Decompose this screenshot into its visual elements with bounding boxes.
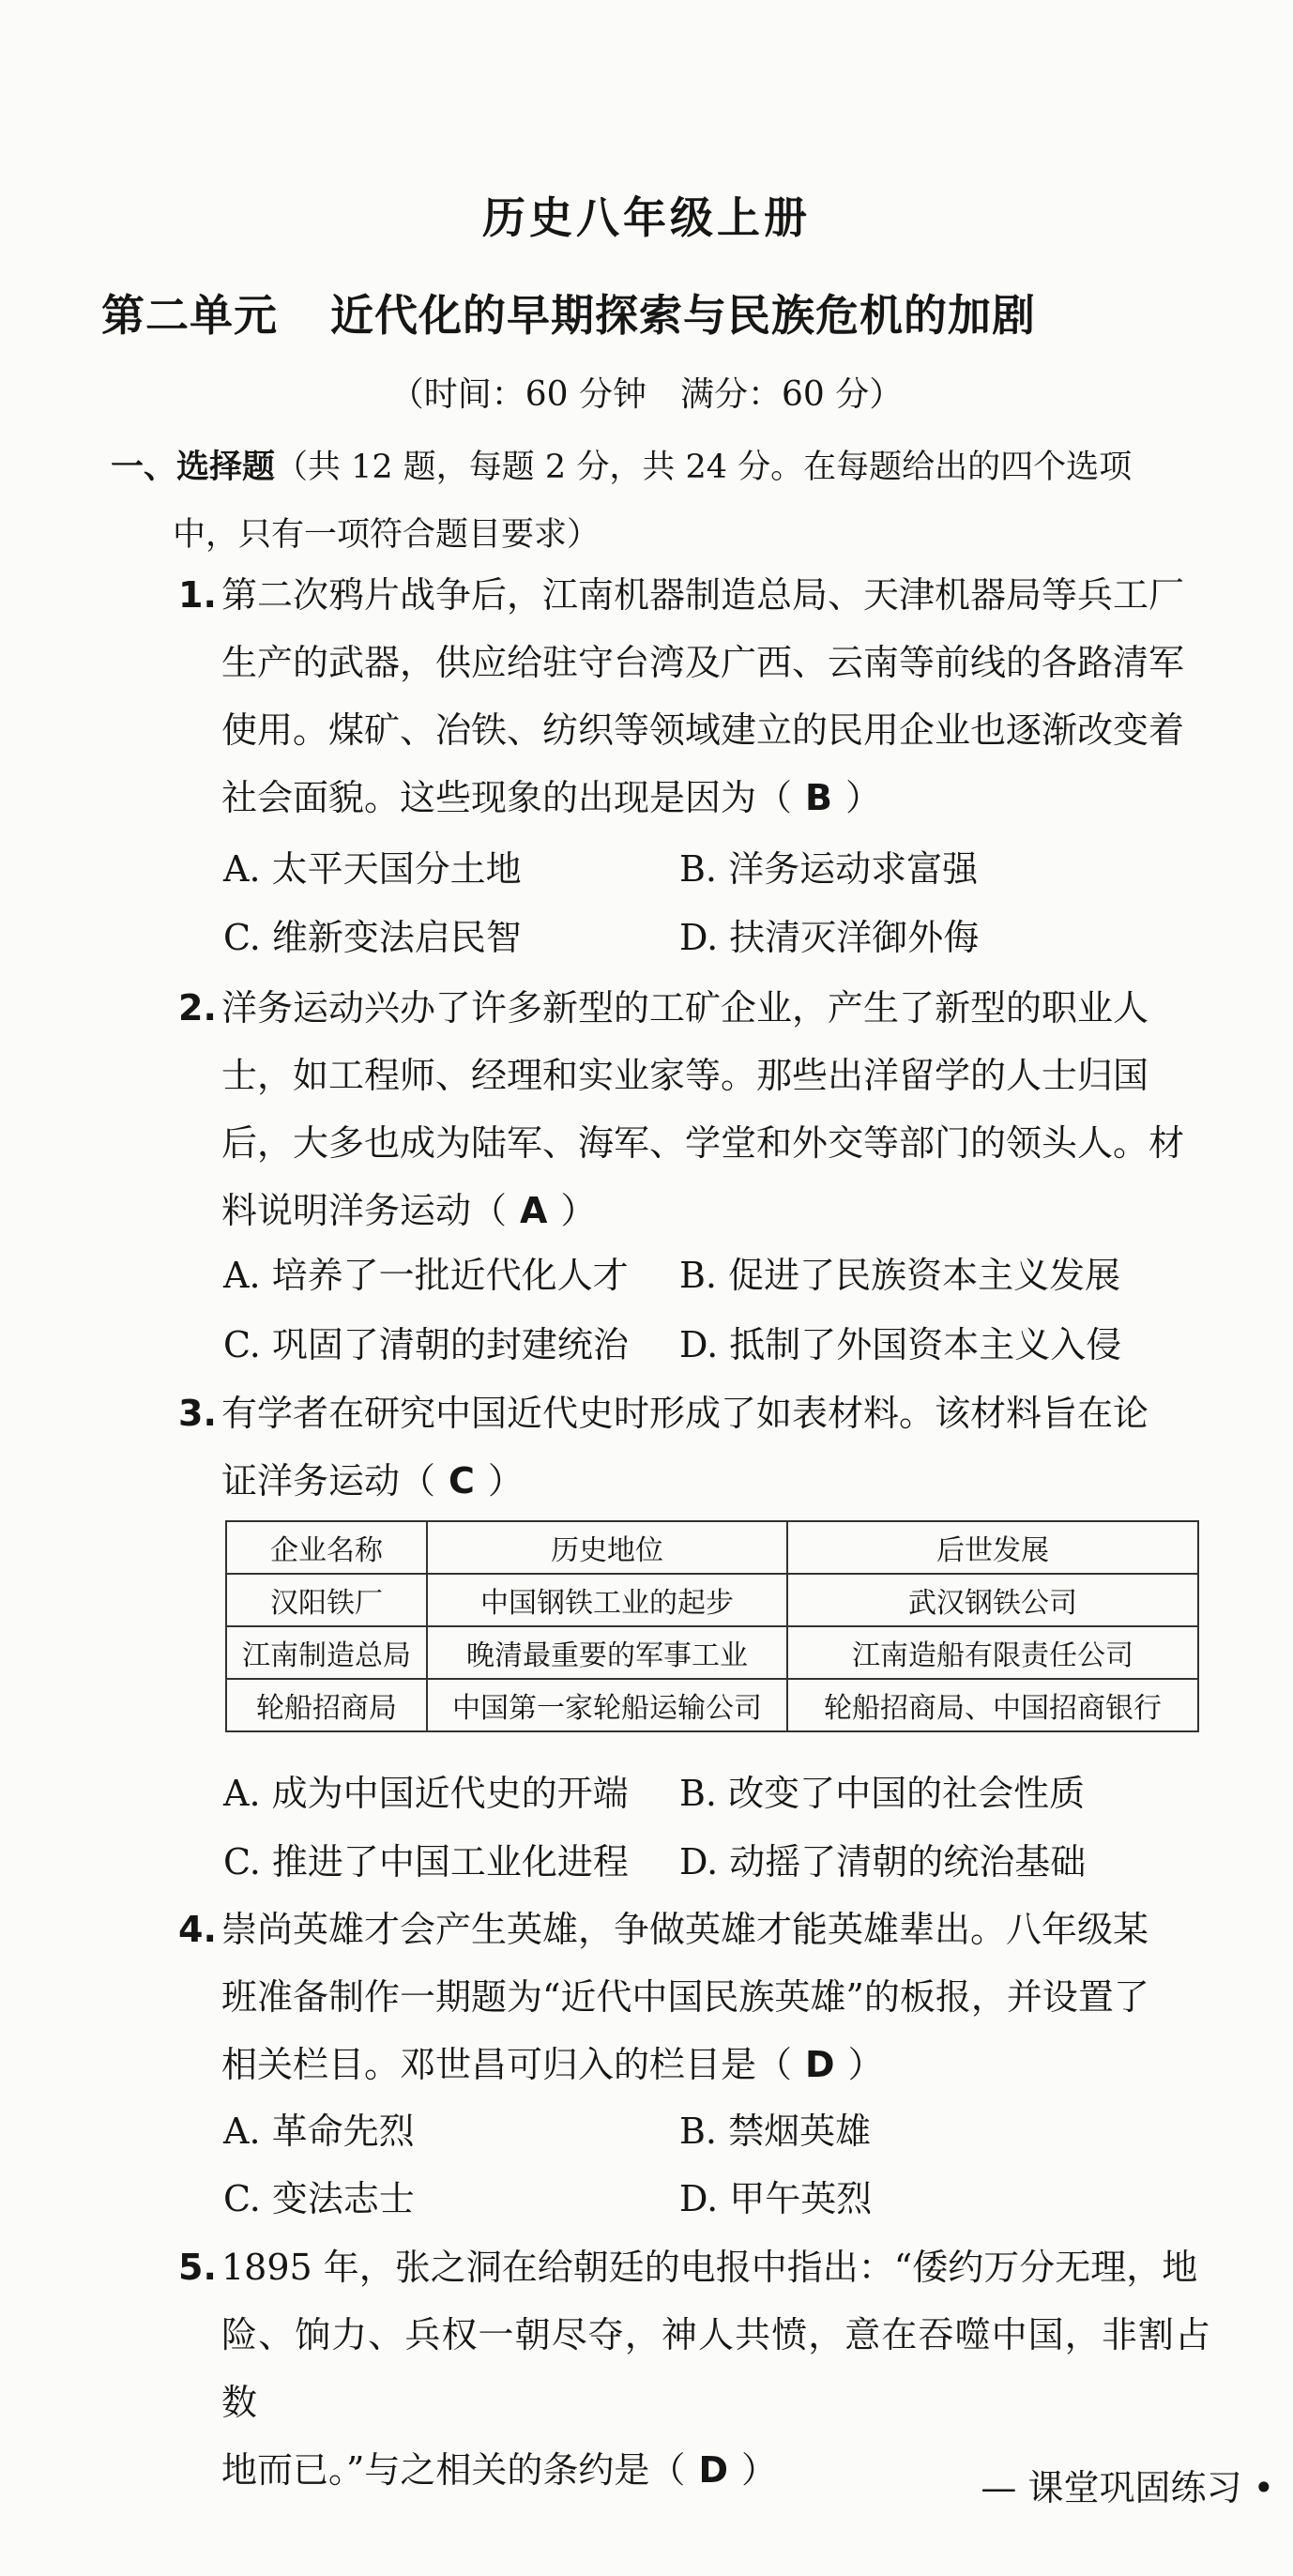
close-paren: ） — [487, 1460, 524, 1501]
question-line: 洋务运动兴办了许多新型的工矿企业，产生了新型的职业人 — [221, 987, 1149, 1029]
question-line: 地而已。”与之相关的条约是（ — [221, 2449, 686, 2491]
question-line: 使用。煤矿、冶铁、纺织等领域建立的民用企业也逐渐改变着 — [221, 709, 1185, 751]
unit-name: 近代化的早期探索与民族危机的加剧 — [330, 290, 1036, 341]
option-a: A. 革命先烈 — [223, 2111, 415, 2152]
answer-mark: D — [698, 2449, 728, 2491]
option-a: A. 培养了一批近代化人才 — [223, 1255, 629, 1296]
table-header: 历史地位 — [427, 1521, 787, 1574]
exam-meta: （时间：60 分钟 满分：60 分） — [389, 375, 904, 414]
question-line: 有学者在研究中国近代史时形成了如表材料。该材料旨在论 — [221, 1393, 1149, 1434]
option-c: C. 巩固了清朝的封建统治 — [223, 1324, 629, 1365]
question-3 — [178, 1379, 1210, 1515]
option-d: D. 抵制了外国资本主义入侵 — [679, 1324, 1122, 1365]
option-b: B. 改变了中国的社会性质 — [679, 1773, 1086, 1814]
question-number: 4. — [178, 1909, 217, 1950]
book-title: 历史八年级上册 — [482, 192, 811, 243]
history-table — [225, 1520, 1199, 1732]
table-cell: 中国第一家轮船运输公司 — [427, 1679, 787, 1731]
question-line: 士，如工程师、经理和实业家等。那些出洋留学的人士归国 — [221, 1055, 1149, 1096]
table-cell: 江南造船有限责任公司 — [787, 1626, 1198, 1679]
question-2 — [178, 974, 1210, 1244]
table-cell: 江南制造总局 — [226, 1626, 427, 1679]
answer-mark: A — [520, 1190, 548, 1231]
table-cell: 中国钢铁工业的起步 — [427, 1574, 787, 1626]
table-cell: 轮船招商局、中国招商银行 — [787, 1679, 1198, 1731]
question-line: 后，大多也成为陆军、海军、学堂和外交等部门的领头人。材 — [221, 1122, 1185, 1164]
table-header: 企业名称 — [226, 1521, 427, 1574]
section-instructions-1: （共 12 题，每题 2 分，共 24 分。在每题给出的四个选项 — [275, 449, 1133, 486]
question-line: 生产的武器，供应给驻守台湾及广西、云南等前线的各路清军 — [221, 642, 1185, 683]
answer-mark: B — [805, 777, 832, 818]
option-c: C. 推进了中国工业化进程 — [223, 1841, 629, 1882]
close-paren: ） — [844, 777, 881, 818]
option-b: B. 禁烟英雄 — [679, 2111, 872, 2152]
table-header-row — [226, 1521, 1198, 1574]
option-c: C. 维新变法启民智 — [223, 917, 522, 958]
question-number: 5. — [178, 2247, 217, 2288]
question-line: 1895 年，张之洞在给朝廷的电报中指出：“倭约万分无理，地 — [221, 2247, 1198, 2288]
table-cell: 武汉钢铁公司 — [787, 1574, 1198, 1626]
question-number: 2. — [178, 987, 217, 1029]
option-b: B. 促进了民族资本主义发展 — [679, 1255, 1121, 1296]
option-a: A. 太平天国分土地 — [223, 848, 522, 890]
section-instructions-2: 中，只有一项符合题目要求） — [173, 516, 601, 554]
section-title: 一、选择题 — [111, 448, 276, 486]
table-cell: 轮船招商局 — [226, 1679, 427, 1731]
section-heading — [111, 434, 1190, 569]
question-line: 险、饷力、兵权一朝尽夺，神人共愤，意在吞噬中国，非割占数 — [221, 2314, 1210, 2423]
table-header: 后世发展 — [787, 1521, 1198, 1574]
table-cell: 汉阳铁厂 — [226, 1574, 427, 1626]
table-row — [226, 1574, 1198, 1626]
option-a: A. 成为中国近代史的开端 — [223, 1773, 629, 1814]
question-line: 第二次鸦片战争后，江南机器制造总局、天津机器局等兵工厂 — [221, 574, 1185, 616]
unit-title — [101, 282, 1036, 343]
question-line: 相关栏目。邓世昌可归入的栏目是（ — [221, 2044, 793, 2085]
answer-mark: D — [805, 2044, 835, 2085]
close-paren: ） — [847, 2044, 884, 2085]
unit-label: 第二单元 — [101, 290, 278, 341]
close-paren: ） — [560, 1190, 597, 1231]
option-b: B. 洋务运动求富强 — [679, 848, 979, 890]
option-d: D. 动摇了清朝的统治基础 — [679, 1841, 1087, 1882]
question-1 — [178, 561, 1210, 831]
close-paren: ） — [740, 2449, 777, 2491]
table-row — [226, 1679, 1198, 1731]
question-number: 1. — [178, 574, 217, 616]
question-line: 料说明洋务运动（ — [221, 1190, 508, 1231]
question-line: 崇尚英雄才会产生英雄，争做英雄才能英雄辈出。八年级某 — [221, 1909, 1149, 1950]
question-number: 3. — [178, 1393, 217, 1434]
option-d: D. 甲午英烈 — [679, 2178, 873, 2219]
question-line: 社会面貌。这些现象的出现是因为（ — [221, 777, 793, 818]
page-footer: — 课堂巩固练习 • — [981, 2467, 1274, 2508]
table-row — [226, 1626, 1198, 1679]
answer-mark: C — [449, 1460, 475, 1501]
question-line: 班准备制作一期题为“近代中国民族英雄”的板报，并设置了 — [221, 1976, 1149, 2018]
question-line: 证洋务运动（ — [221, 1460, 436, 1501]
question-4 — [178, 1896, 1210, 2098]
option-c: C. 变法志士 — [223, 2178, 415, 2219]
table-cell: 晚清最重要的军事工业 — [427, 1626, 787, 1679]
option-d: D. 扶清灭洋御外侮 — [679, 917, 980, 958]
